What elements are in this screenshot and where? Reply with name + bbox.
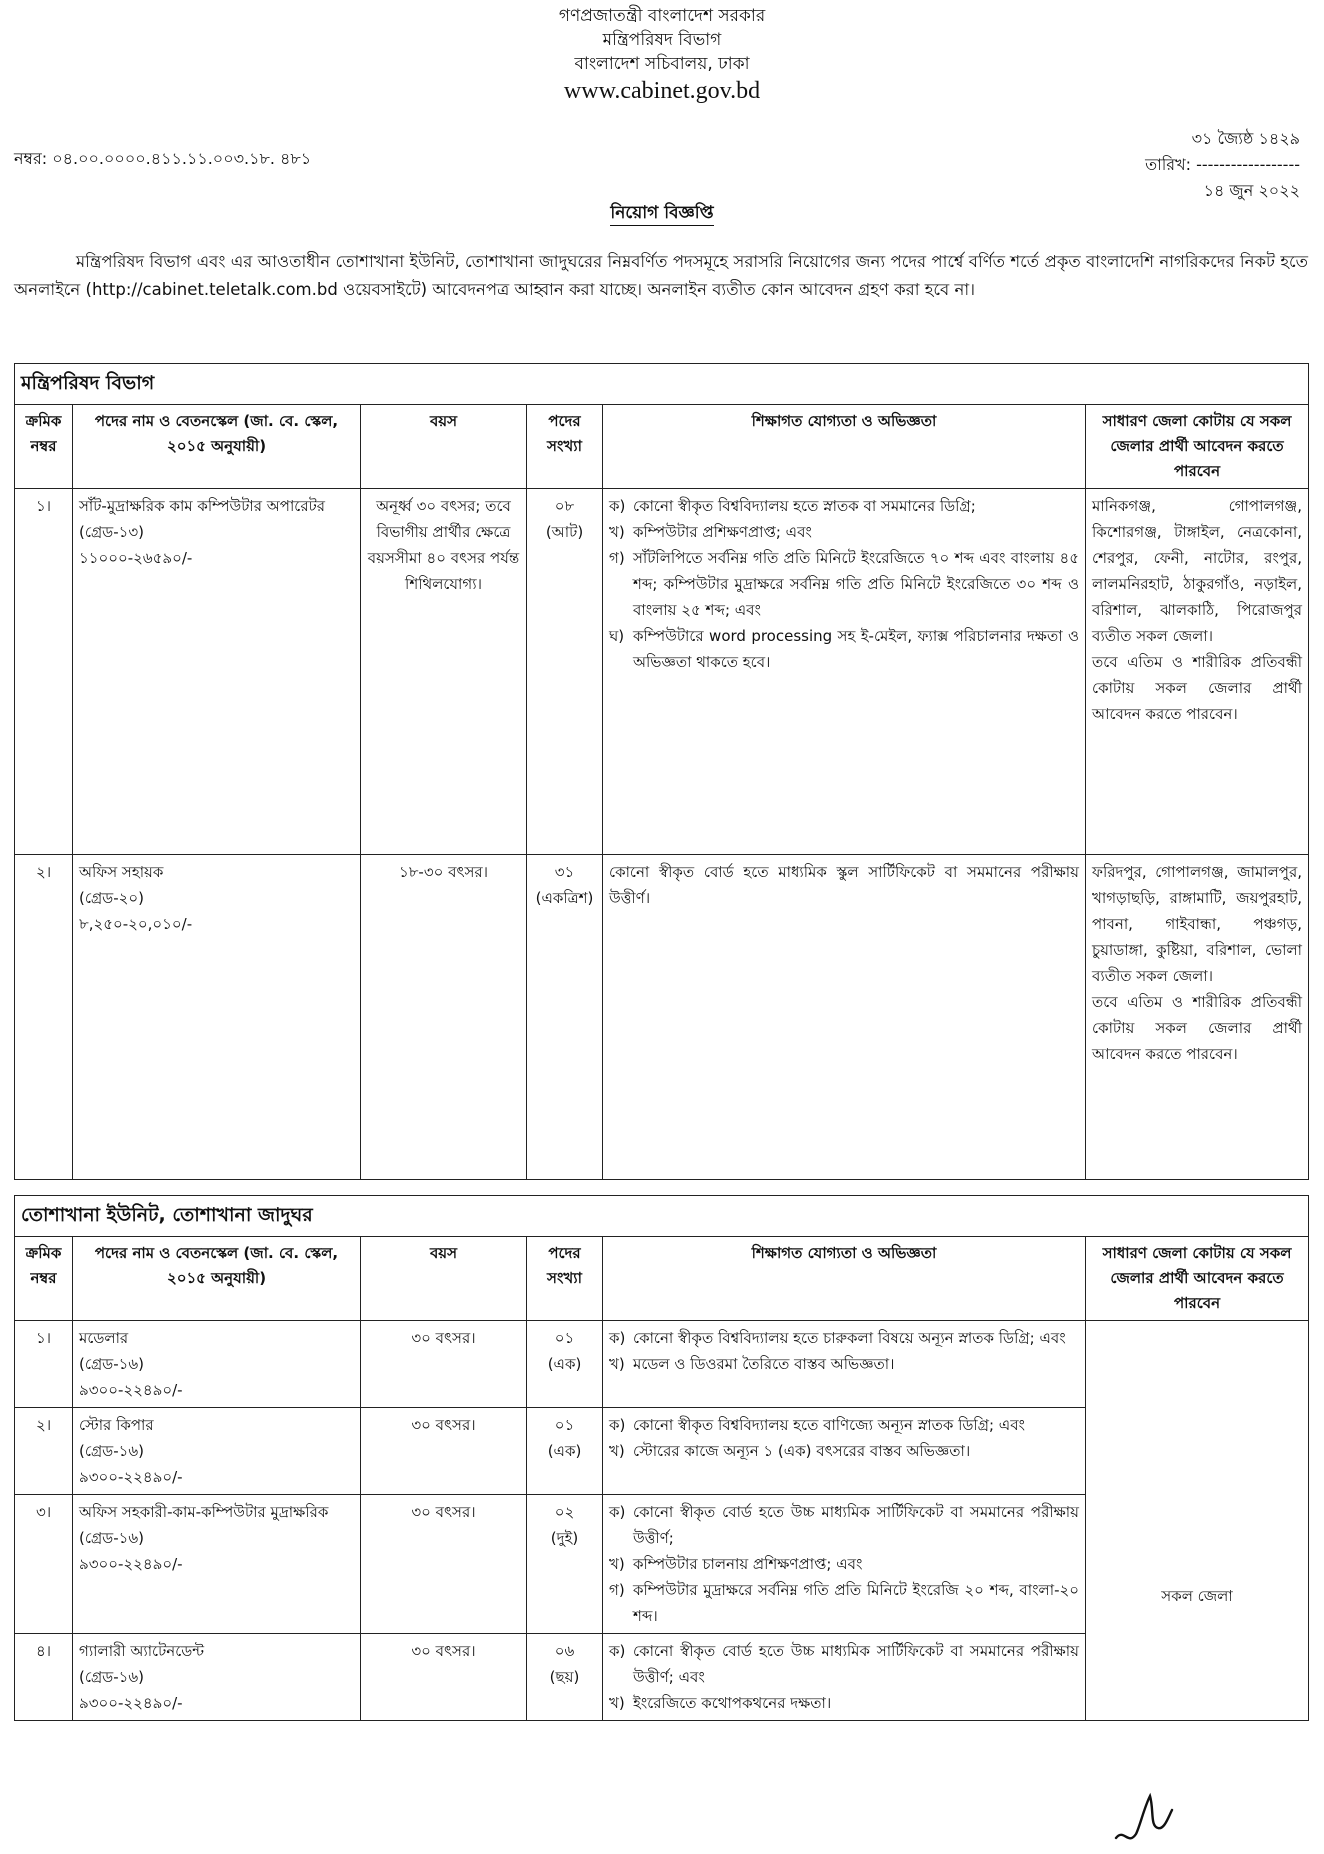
item-text: কম্পিউটার চালনায় প্রশিক্ষণপ্রাপ্ত; এবং xyxy=(633,1555,863,1573)
post-grade: (গ্রেড-১৬) xyxy=(79,1668,144,1686)
qualification-list xyxy=(609,493,1079,675)
item-text: কোনো স্বীকৃত বোর্ড হতে উচ্চ মাধ্যমিক সার্টিফিকেট বা সমমানের পরীক্ষায় উত্তীর্ণ; এবং xyxy=(633,1642,1079,1686)
item-text: কোনো স্বীকৃত বিশ্ববিদ্যালয় হতে বাণিজ্যে অন্যূন স্নাতক ডিগ্রি; এবং xyxy=(633,1416,1025,1434)
post-scale: ৯৩০০-২২৪৯০/- xyxy=(79,1468,183,1486)
quota-note: তবে এতিম ও শারীরিক প্রতিবন্ধী কোটায় সকল জেলার প্রার্থী আবেদন করতে পারবেন। xyxy=(1092,993,1303,1063)
col-count: পদের সংখ্যা xyxy=(527,405,603,489)
count-cell xyxy=(527,1408,603,1495)
list-item xyxy=(609,1551,1079,1577)
post-name: অফিস সহায়ক xyxy=(79,863,164,881)
post-cell xyxy=(73,1321,361,1408)
post-name: সাঁট-মুদ্রাক্ষরিক কাম কম্পিউটার অপারেটর xyxy=(79,497,326,515)
item-text: কম্পিউটার প্রশিক্ষণপ্রাপ্ত; এবং xyxy=(633,523,812,541)
intro-paragraph: মন্ত্রিপরিষদ বিভাগ এবং এর আওতাধীন তোশাখানা ইউনিট, তোশাখানা জাদুঘরের নিম্নবর্ণিত পদসমূহে সরাসরি নিয়োগের জন্য পদের পার্শ্বে বর্ণিত শর্তে প্রকৃত বাংলাদেশি নাগরিকদের নিকট হতে অনলাইনে (http://cabinet.teletalk.com.bd ওয়েবসাইটে) আবেদনপত্র আহ্বান করা যাচ্ছে। অনলাইন ব্যতীত কোন আবেদন গ্রহণ করা হবে না। xyxy=(14,252,1308,299)
count-cell xyxy=(527,1495,603,1634)
qualification-list xyxy=(609,1325,1079,1377)
serial-cell: ৩। xyxy=(15,1495,73,1634)
section-heading-row xyxy=(15,1196,1309,1237)
serial-cell: ১। xyxy=(15,1321,73,1408)
count-cell xyxy=(527,855,603,1180)
letterhead xyxy=(0,4,1324,106)
list-item xyxy=(609,1412,1079,1438)
item-text: স্টোরের কাজে অন্যূন ১ (এক) বৎসরের বাস্তব অভিজ্ঞতা। xyxy=(633,1442,971,1460)
item-marker: ক) xyxy=(609,1503,626,1521)
col-count: পদের সংখ্যা xyxy=(527,1237,603,1321)
age-cell: ১৮-৩০ বৎসর। xyxy=(361,855,527,1180)
quota-note: তবে এতিম ও শারীরিক প্রতিবন্ধী কোটায় সকল জেলার প্রার্থী আবেদন করতে পারবেন। xyxy=(1092,653,1303,723)
government-name: গণপ্রজাতন্ত্রী বাংলাদেশ সরকার xyxy=(558,6,766,26)
post-grade: (গ্রেড-১৩) xyxy=(79,523,144,541)
post-grade: (গ্রেড-১৬) xyxy=(79,1442,144,1460)
age-cell: ৩০ বৎসর। xyxy=(361,1495,527,1634)
qualification-list xyxy=(609,1638,1079,1716)
col-quota: সাধারণ জেলা কোটায় যে সকল জেলার প্রার্থী আবেদন করতে পারবেন xyxy=(1086,405,1309,489)
date-block xyxy=(1145,126,1300,204)
section-title: তোশাখানা ইউনিট, তোশাখানা জাদুঘর xyxy=(15,1196,1309,1237)
cabinet-division-table xyxy=(14,363,1309,1180)
age-cell: অনূর্ধ্ব ৩০ বৎসর; তবে বিভাগীয় প্রার্থীর ক্ষেত্রে বয়সসীমা ৪০ বৎসর পর্যন্ত শিথিলযোগ্য। xyxy=(361,489,527,855)
qualification-cell xyxy=(603,1495,1086,1634)
post-cell xyxy=(73,1634,361,1721)
col-age: বয়স xyxy=(361,405,527,489)
office-address: বাংলাদেশ সচিবালয়, ঢাকা xyxy=(574,54,750,74)
item-marker: গ) xyxy=(609,549,625,567)
post-cell xyxy=(73,1495,361,1634)
count-number: ০২ xyxy=(554,1503,575,1521)
list-item xyxy=(609,519,1079,545)
quota-cell xyxy=(1086,1321,1309,1721)
post-name: স্টোর কিপার xyxy=(79,1416,154,1434)
quota-cell xyxy=(1086,855,1309,1180)
post-cell xyxy=(73,855,361,1180)
col-serial: ক্রমিক নম্বর xyxy=(15,1237,73,1321)
col-qualification: শিক্ষাগত যোগ্যতা ও অভিজ্ঞতা xyxy=(603,405,1086,489)
post-name: অফিস সহকারী-কাম-কম্পিউটার মুদ্রাক্ষরিক xyxy=(79,1503,329,1521)
item-marker: গ) xyxy=(609,1581,625,1599)
item-text: সাঁটলিপিতে সর্বনিম্ন গতি প্রতি মিনিটে ইংরেজিতে ৭০ শব্দ এবং বাংলায় ৪৫ শব্দ; কম্পিউটার মুদ্রাক্ষরে সর্বনিম্ন গতি প্রতি মিনিটে ইংরেজিতে ৩০ শব্দ ও বাংলায় ২৫ শব্দ; এবং xyxy=(633,549,1079,619)
count-words: (আট) xyxy=(545,523,584,541)
post-name: গ্যালারী অ্যাটেনডেন্ট xyxy=(79,1642,205,1660)
division-name: মন্ত্রিপরিষদ বিভাগ xyxy=(602,30,722,50)
count-cell xyxy=(527,489,603,855)
count-words: (এক) xyxy=(547,1355,582,1373)
qualification-cell xyxy=(603,1321,1086,1408)
list-item xyxy=(609,1499,1079,1551)
count-number: ০১ xyxy=(554,1329,575,1347)
signature-mark xyxy=(1110,1788,1190,1848)
quota-districts: ফরিদপুর, গোপালগঞ্জ, জামালপুর, খাগড়াছড়ি, রাঙ্গামাটি, জয়পুরহাট, পাবনা, গাইবান্ধা, পঞ্চগড়, চুয়াডাঙ্গা, কুষ্টিয়া, বরিশাল, ভোলা ব্যতীত সকল জেলা। xyxy=(1092,863,1303,985)
count-words: (ছয়) xyxy=(549,1668,580,1686)
date-label: তারিখ: ------------------ xyxy=(1145,155,1300,174)
toshakhana-table xyxy=(14,1195,1309,1721)
post-scale: ৯৩০০-২২৪৯০/- xyxy=(79,1694,183,1712)
serial-cell: ১। xyxy=(15,489,73,855)
column-header-row xyxy=(15,1237,1309,1321)
count-number: ০৬ xyxy=(554,1642,575,1660)
item-marker: ঘ) xyxy=(609,627,625,645)
count-number: ৩১ xyxy=(554,863,575,881)
item-marker: খ) xyxy=(609,1355,625,1373)
post-scale: ১১০০০-২৬৫৯০/- xyxy=(79,549,193,567)
count-words: (এক) xyxy=(547,1442,582,1460)
date-bangla: ৩১ জ্যৈষ্ঠ ১৪২৯ xyxy=(1191,129,1300,148)
item-text: কোনো স্বীকৃত বিশ্ববিদ্যালয় হতে স্নাতক বা সমমানের ডিগ্রি; xyxy=(633,497,976,515)
post-cell xyxy=(73,489,361,855)
website-url: www.cabinet.gov.bd xyxy=(563,78,761,104)
age-cell: ৩০ বৎসর। xyxy=(361,1634,527,1721)
count-words: (একত্রিশ) xyxy=(535,889,594,907)
qualification-cell: কোনো স্বীকৃত বোর্ড হতে মাধ্যমিক স্কুল সার্টিফিকেট বা সমমানের পরীক্ষায় উত্তীর্ণ। xyxy=(603,855,1086,1180)
table-row xyxy=(15,855,1309,1180)
section-heading-row xyxy=(15,364,1309,405)
memo-number: নম্বর: ০৪.০০.০০০০.৪১১.১১.০০৩.১৮. ৪৮১ xyxy=(14,149,312,168)
item-marker: ক) xyxy=(609,497,626,515)
age-cell: ৩০ বৎসর। xyxy=(361,1321,527,1408)
table-row xyxy=(15,1321,1309,1408)
count-cell xyxy=(527,1321,603,1408)
post-grade: (গ্রেড-১৬) xyxy=(79,1355,144,1373)
item-marker: ক) xyxy=(609,1329,626,1347)
list-item xyxy=(609,1351,1079,1377)
post-scale: ৯৩০০-২২৪৯০/- xyxy=(79,1555,183,1573)
post-name: মডেলার xyxy=(79,1329,129,1347)
list-item xyxy=(609,1638,1079,1690)
col-age: বয়স xyxy=(361,1237,527,1321)
quota-districts: মানিকগঞ্জ, গোপালগঞ্জ, কিশোরগঞ্জ, টাঙ্গাইল, নেত্রকোনা, শেরপুর, ফেনী, নাটোর, রংপুর, লালমনিরহাট, ঠাকুরগাঁও, নড়াইল, বরিশাল, ঝালকাঠি, পিরোজপুর ব্যতীত সকল জেলা। xyxy=(1092,497,1303,645)
serial-cell: ২। xyxy=(15,1408,73,1495)
item-text: মডেল ও ডিওরমা তৈরিতে বাস্তব অভিজ্ঞতা। xyxy=(633,1355,895,1373)
qualification-list xyxy=(609,1499,1079,1629)
col-serial: ক্রমিক নম্বর xyxy=(15,405,73,489)
qualification-cell xyxy=(603,489,1086,855)
count-cell xyxy=(527,1634,603,1721)
column-header-row xyxy=(15,405,1309,489)
col-quota: সাধারণ জেলা কোটায় যে সকল জেলার প্রার্থী আবেদন করতে পারবেন xyxy=(1086,1237,1309,1321)
list-item xyxy=(609,623,1079,675)
item-marker: খ) xyxy=(609,1442,625,1460)
count-number: ০১ xyxy=(554,1416,575,1434)
item-marker: খ) xyxy=(609,1694,625,1712)
post-grade: (গ্রেড-১৬) xyxy=(79,1529,144,1547)
item-marker: ক) xyxy=(609,1416,626,1434)
list-item xyxy=(609,1690,1079,1716)
col-qualification: শিক্ষাগত যোগ্যতা ও অভিজ্ঞতা xyxy=(603,1237,1086,1321)
item-marker: খ) xyxy=(609,523,625,541)
col-post: পদের নাম ও বেতনস্কেল (জা. বে. স্কেল, ২০১৫ অনুযায়ী) xyxy=(73,1237,361,1321)
table-row xyxy=(15,489,1309,855)
qualification-cell xyxy=(603,1408,1086,1495)
item-text: কোনো স্বীকৃত বিশ্ববিদ্যালয় হতে চারুকলা বিষয়ে অন্যূন স্নাতক ডিগ্রি; এবং xyxy=(633,1329,1066,1347)
list-item xyxy=(609,1325,1079,1351)
post-cell xyxy=(73,1408,361,1495)
qualification-list xyxy=(609,1412,1079,1464)
quota-all-districts: সকল জেলা xyxy=(1161,1586,1233,1605)
list-item xyxy=(609,1577,1079,1629)
list-item xyxy=(609,493,1079,519)
post-scale: ৯৩০০-২২৪৯০/- xyxy=(79,1381,183,1399)
notice-title xyxy=(0,200,1324,228)
serial-cell: ২। xyxy=(15,855,73,1180)
date-english: ১৪ জুন ২০২২ xyxy=(1203,181,1300,200)
item-text: কম্পিউটার মুদ্রাক্ষরে সর্বনিম্ন গতি প্রতি মিনিটে ইংরেজি ২০ শব্দ, বাংলা-২০ শব্দ। xyxy=(633,1581,1079,1625)
serial-cell: ৪। xyxy=(15,1634,73,1721)
item-text: কোনো স্বীকৃত বোর্ড হতে উচ্চ মাধ্যমিক সার্টিফিকেট বা সমমানের পরীক্ষায় উত্তীর্ণ; xyxy=(633,1503,1079,1547)
col-post: পদের নাম ও বেতনস্কেল (জা. বে. স্কেল, ২০১৫ অনুযায়ী) xyxy=(73,405,361,489)
notice-title-text: নিয়োগ বিজ্ঞপ্তি xyxy=(610,203,713,226)
age-cell: ৩০ বৎসর। xyxy=(361,1408,527,1495)
quota-cell xyxy=(1086,489,1309,855)
list-item xyxy=(609,1438,1079,1464)
post-scale: ৮,২৫০-২০,০১০/- xyxy=(79,915,193,933)
count-words: (দুই) xyxy=(550,1529,579,1547)
qualification-cell xyxy=(603,1634,1086,1721)
list-item xyxy=(609,545,1079,623)
item-text: ইংরেজিতে কথোপকথনের দক্ষতা। xyxy=(633,1694,832,1712)
item-marker: ক) xyxy=(609,1642,626,1660)
section-title: মন্ত্রিপরিষদ বিভাগ xyxy=(15,364,1309,405)
count-number: ০৮ xyxy=(554,497,575,515)
item-marker: খ) xyxy=(609,1555,625,1573)
post-grade: (গ্রেড-২০) xyxy=(79,889,144,907)
item-text: কম্পিউটারে word processing সহ ই-মেইল, ফ্যাক্স পরিচালনার দক্ষতা ও অভিজ্ঞতা থাকতে হবে। xyxy=(633,627,1079,671)
